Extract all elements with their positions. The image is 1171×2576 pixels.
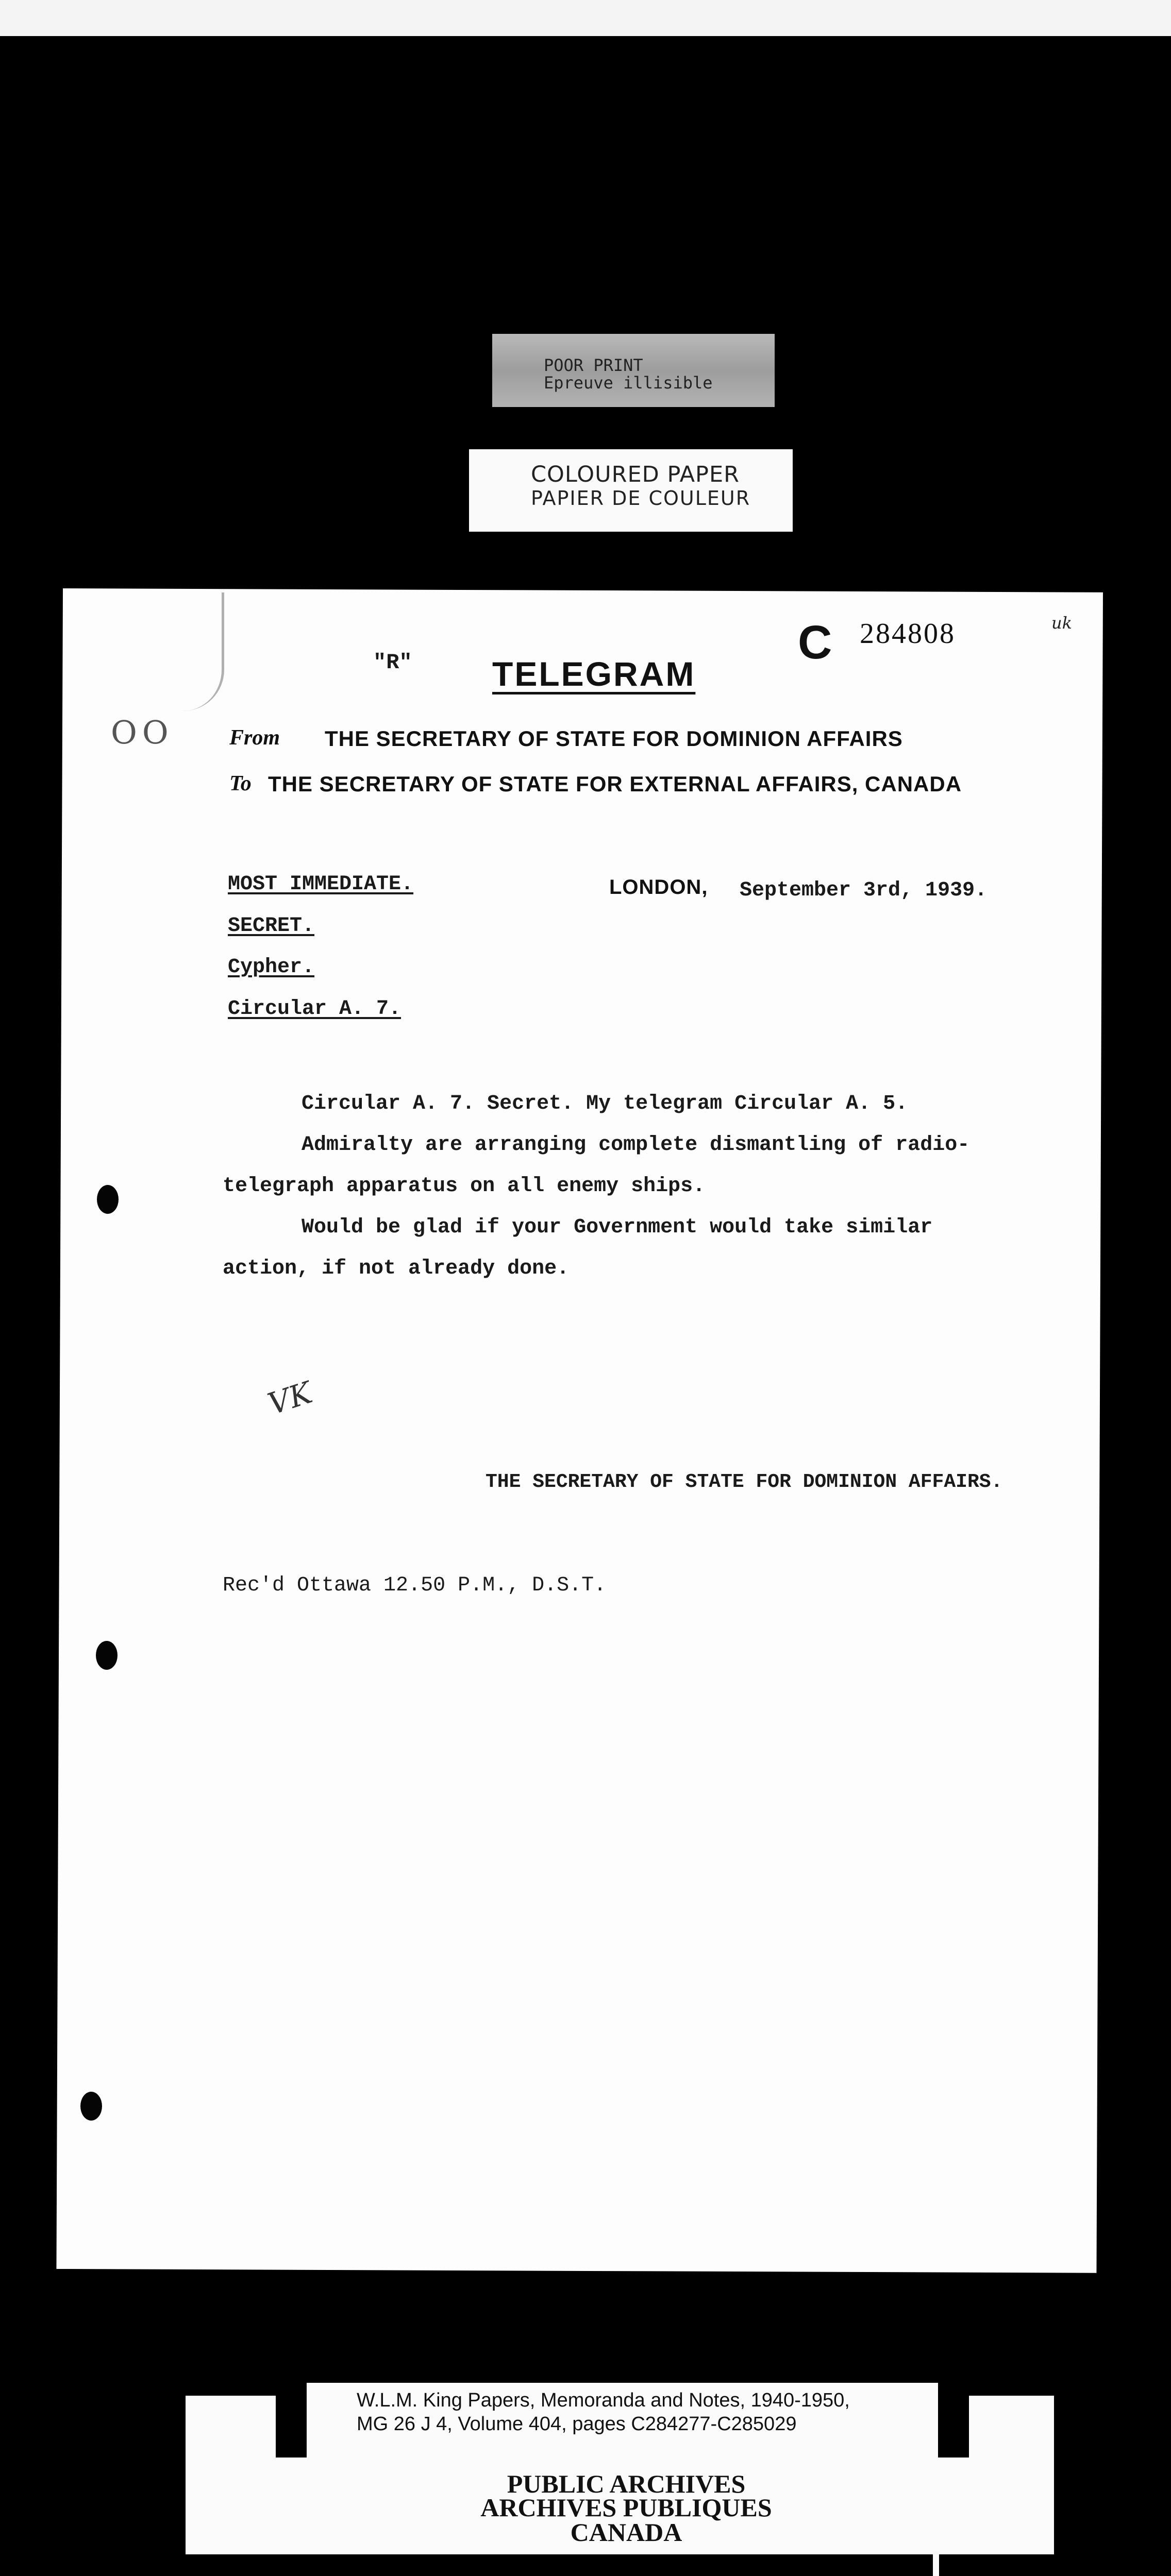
received-note: Rec'd Ottawa 12.50 P.M., D.S.T. [223,1574,607,1597]
date: September 3rd, 1939. [740,879,988,902]
archive-country: CANADA [570,2518,682,2547]
marking-circular: Circular A. 7. [228,997,402,1021]
marking-cypher: Cypher. [228,956,315,979]
poor-print-line1: POOR PRINT [544,355,643,375]
poor-print-label [492,334,775,407]
margin-mark: OO [111,714,174,751]
coloured-paper-line2: PAPIER DE COULEUR [531,487,751,510]
punch-hole [80,2092,102,2121]
body-line: Would be glad if your Government would take similar [302,1216,933,1239]
punch-hole [97,1185,119,1214]
marking-secret: SECRET. [228,914,315,938]
poor-print-line2: Epreuve illisible [544,373,713,393]
body-line: telegraph apparatus on all enemy ships. [223,1175,706,1198]
place: LONDON, [609,876,708,899]
handwritten-initials: VK [263,1375,316,1422]
coloured-paper-line1: COLOURED PAPER [531,462,740,487]
punch-hole [96,1641,118,1670]
body-line: Circular A. 7. Secret. My telegram Circular A. 5. [302,1092,908,1115]
page-title: TELEGRAM [492,655,696,693]
body-line: action, if not already done. [223,1257,570,1280]
body-line: Admiralty are arranging complete dismantling of radio- [302,1133,970,1157]
page-curl [144,592,224,711]
marking-most-immediate: MOST IMMEDIATE. [228,873,414,896]
to-label: To [229,772,252,795]
coloured-paper-label [469,449,793,532]
reference-number: 284808 [860,618,956,650]
corner-mark: uk [1051,613,1072,633]
film-top-margin [0,0,1171,36]
telegram-sheet [56,588,1103,2273]
card-tab [938,2385,969,2458]
from-text: THE SECRETARY OF STATE FOR DOMINION AFFAIRS [325,726,903,751]
signature: THE SECRETARY OF STATE FOR DOMINION AFFAIRS. [486,1471,1003,1493]
archive-reference-line2: MG 26 J 4, Volume 404, pages C284277-C285029 [357,2413,797,2435]
from-label: From [229,726,280,750]
archive-reference-line1: W.L.M. King Papers, Memoranda and Notes, 1940-1950, [357,2389,850,2411]
to-text: THE SECRETARY OF STATE FOR EXTERNAL AFFAIRS, CANADA [268,772,962,796]
card-notch [933,2554,939,2576]
c-stamp: C [798,616,832,669]
card-tab [276,2385,307,2458]
r-mark: "R" [373,650,412,675]
archive-name-en: PUBLIC ARCHIVES [507,2469,746,2498]
archive-name-fr: ARCHIVES PUBLIQUES [480,2493,772,2522]
